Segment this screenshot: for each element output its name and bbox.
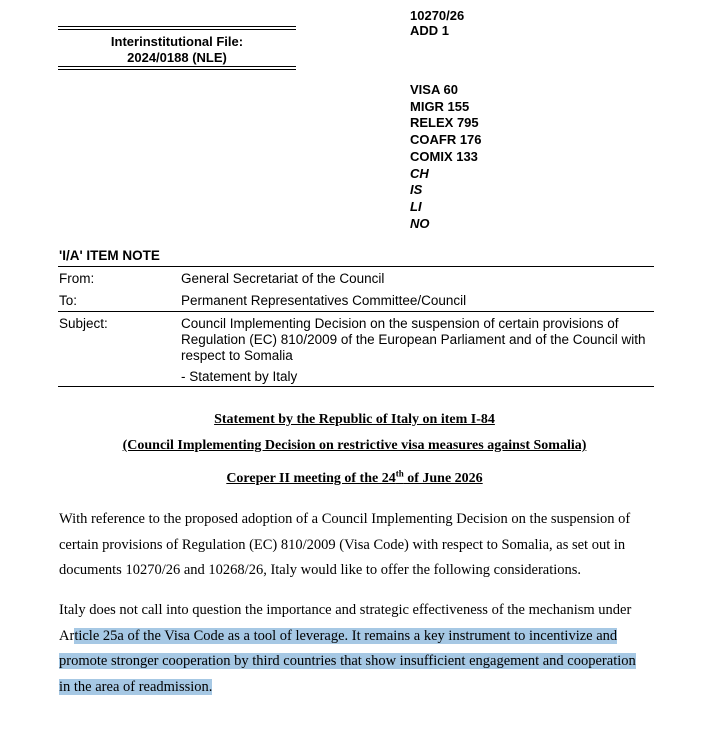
statement-title: Statement by the Republic of Italy on item I-84	[214, 412, 495, 427]
code-item: VISA 60	[410, 82, 458, 97]
document-number-block	[410, 8, 464, 38]
divider	[58, 266, 654, 267]
document-addendum: ADD 1	[410, 23, 450, 38]
paragraph-2-text: Ar	[59, 627, 75, 644]
country-code: IS	[410, 182, 423, 198]
selected-text[interactable]: promote stronger cooperation by third countries that show insufficient engagement and cooperation	[59, 653, 636, 669]
code-item: RELEX 795	[410, 115, 479, 131]
paragraph-2-line: Italy does not call into question the importance and strategic effectiveness of the mechanism under	[59, 602, 632, 618]
selected-text[interactable]: in the area of readmission.	[59, 678, 213, 695]
code-item: COAFR 176	[410, 132, 482, 148]
to-value: Permanent Representatives Committee/Council	[181, 293, 467, 308]
code-item: COMIX 133	[410, 148, 478, 164]
subject-codes	[410, 82, 482, 232]
country-code: LI	[410, 198, 422, 214]
meeting-title	[0, 468, 709, 487]
meeting-title-sup: th	[395, 468, 404, 479]
paragraph-1: With reference to the proposed adoption of a Council Implementing Decision on the suspension of certain provisions of Regulation (EC) 810/2009 (Visa Code) with respect to Somalia, as set out in documents 10270/26 and 10268/26, Italy would like to offer the following considerations.	[59, 511, 631, 578]
country-code: NO	[410, 215, 430, 231]
paragraph-2[interactable]	[59, 598, 679, 700]
paragraph-2-line	[59, 624, 679, 650]
from-label: From:	[59, 271, 95, 286]
file-reference	[58, 34, 296, 66]
paragraph-2-line	[59, 649, 679, 675]
interinstitutional-file-box	[58, 26, 296, 70]
subject-label: Subject:	[59, 316, 108, 331]
selected-text[interactable]: ticle 25a of the Visa Code as a tool of leverage. It remains a key instrument to incentivize and	[74, 627, 618, 644]
file-number: 2024/0188 (NLE)	[127, 50, 227, 65]
from-value: General Secretariat of the Council	[181, 271, 385, 286]
paragraph-2-line	[59, 675, 679, 701]
divider	[58, 386, 654, 387]
country-code: CH	[410, 165, 429, 181]
subject-value: Council Implementing Decision on the suspension of certain provisions of Regulation (EC) 810/2009 of the European Parliament and of the Council with respect to Somalia	[181, 316, 646, 363]
item-note-title: 'I/A' ITEM NOTE	[59, 248, 160, 263]
file-label: Interinstitutional File:	[110, 34, 244, 49]
code-item: MIGR 155	[410, 98, 470, 114]
subject-subtitle: - Statement by Italy	[181, 369, 298, 384]
document-number: 10270/26	[410, 8, 465, 23]
to-label: To:	[59, 293, 78, 308]
meeting-title-text: Coreper II meeting of the 24	[226, 471, 396, 486]
divider	[58, 311, 654, 312]
statement-subtitle: (Council Implementing Decision on restrictive visa measures against Somalia)	[122, 438, 587, 453]
meeting-title-end: of June 2026	[403, 471, 483, 486]
